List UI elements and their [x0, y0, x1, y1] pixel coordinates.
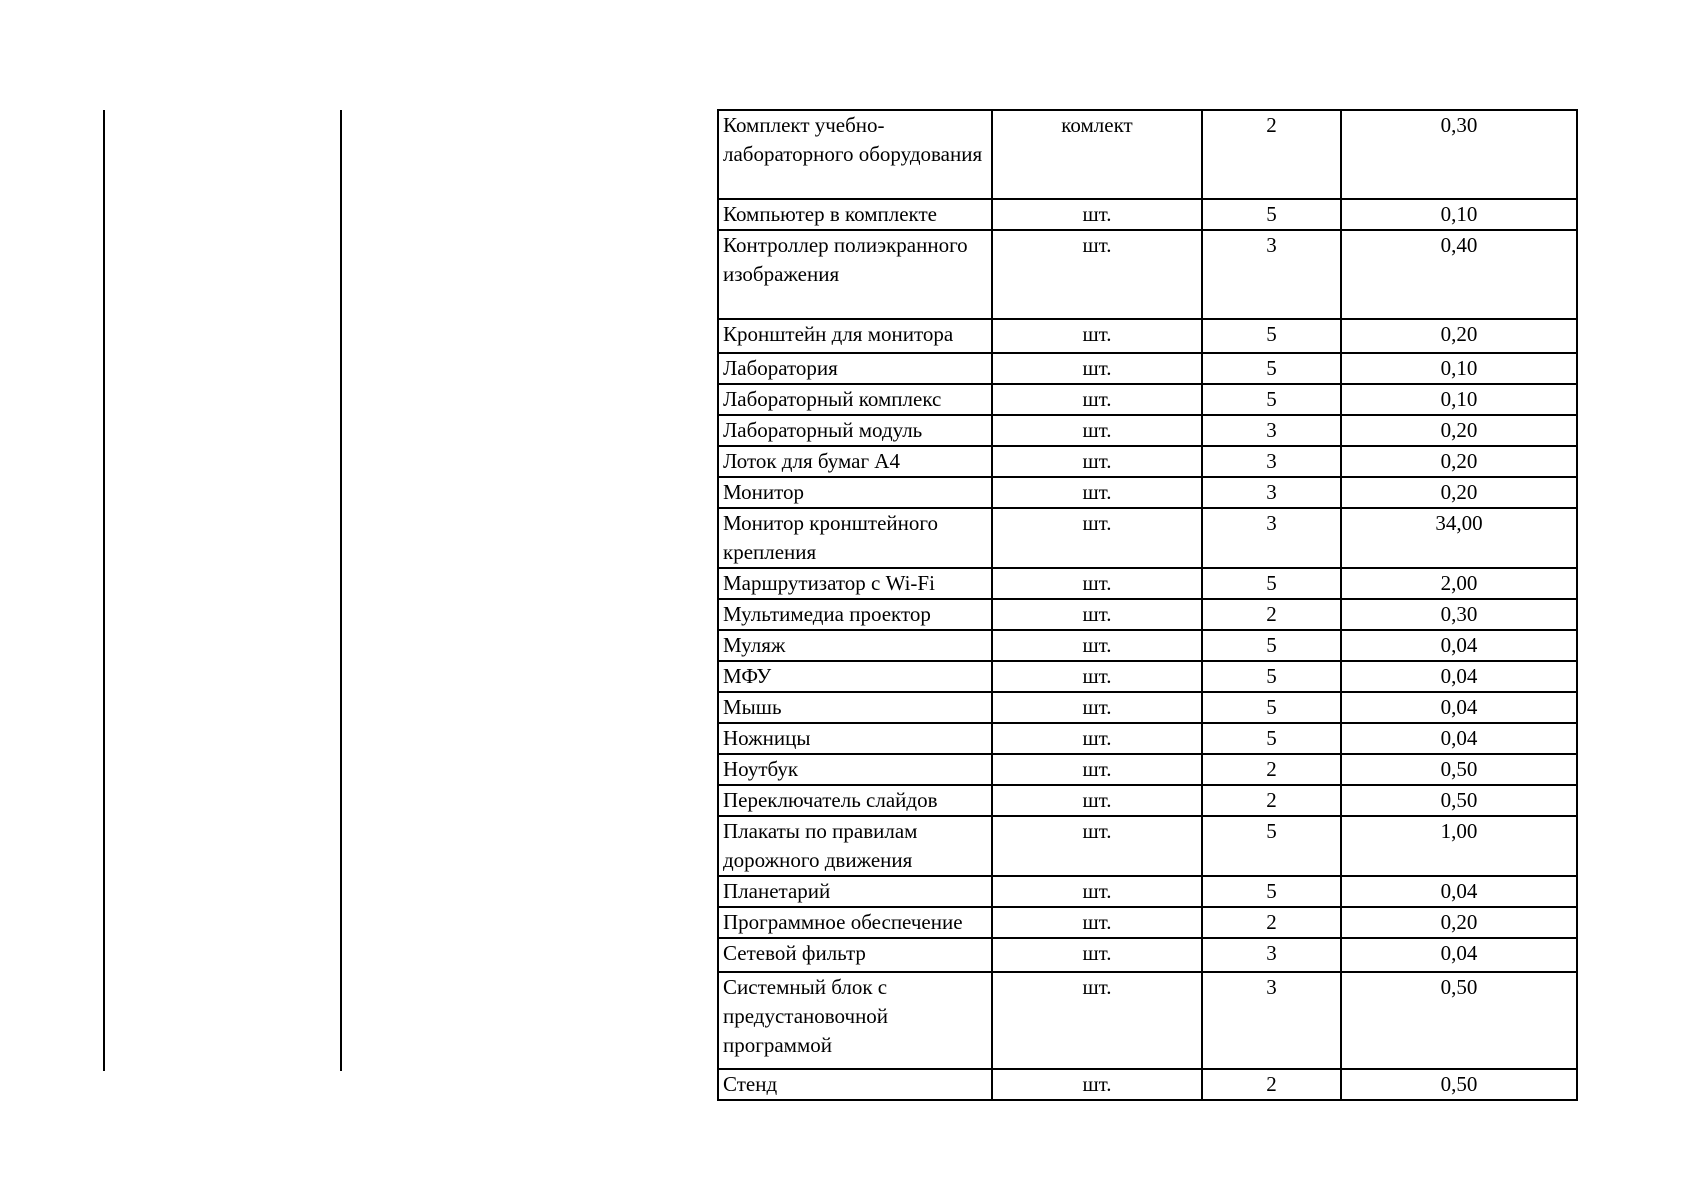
value-cell: 0,30 — [1341, 599, 1577, 630]
quantity-cell: 3 — [1202, 230, 1341, 319]
unit-cell: шт. — [992, 661, 1202, 692]
table-row — [718, 446, 1577, 477]
item-name-cell: Монитор кронштейного крепления — [718, 508, 992, 568]
quantity-cell: 5 — [1202, 816, 1341, 876]
item-name-cell: Плакаты по правилам дорожного движения — [718, 816, 992, 876]
unit-cell: комлект — [992, 110, 1202, 199]
value-cell: 0,50 — [1341, 785, 1577, 816]
item-name-cell: Муляж — [718, 630, 992, 661]
value-cell: 0,04 — [1341, 661, 1577, 692]
quantity-cell: 5 — [1202, 630, 1341, 661]
unit-cell: шт. — [992, 477, 1202, 508]
table-row — [718, 816, 1577, 876]
unit-cell: шт. — [992, 568, 1202, 599]
item-name-cell: МФУ — [718, 661, 992, 692]
table-row — [718, 110, 1577, 199]
table-row — [718, 199, 1577, 230]
value-cell: 0,04 — [1341, 723, 1577, 754]
table-row — [718, 876, 1577, 907]
value-cell: 34,00 — [1341, 508, 1577, 568]
quantity-cell: 2 — [1202, 599, 1341, 630]
quantity-cell: 5 — [1202, 319, 1341, 353]
value-cell: 0,20 — [1341, 319, 1577, 353]
item-name-cell: Лаборатория — [718, 353, 992, 384]
unit-cell: шт. — [992, 754, 1202, 785]
table-row — [718, 630, 1577, 661]
unit-cell: шт. — [992, 508, 1202, 568]
table-row — [718, 230, 1577, 319]
unit-cell: шт. — [992, 384, 1202, 415]
unit-cell: шт. — [992, 353, 1202, 384]
table-row — [718, 972, 1577, 1069]
value-cell: 0,10 — [1341, 384, 1577, 415]
table-row — [718, 754, 1577, 785]
unit-cell: шт. — [992, 630, 1202, 661]
quantity-cell: 2 — [1202, 754, 1341, 785]
unit-cell: шт. — [992, 876, 1202, 907]
table-row — [718, 477, 1577, 508]
quantity-cell: 3 — [1202, 508, 1341, 568]
table-row — [718, 568, 1577, 599]
quantity-cell: 5 — [1202, 568, 1341, 599]
unit-cell: шт. — [992, 230, 1202, 319]
value-cell: 0,20 — [1341, 415, 1577, 446]
quantity-cell: 5 — [1202, 199, 1341, 230]
value-cell: 0,50 — [1341, 1069, 1577, 1100]
quantity-cell: 5 — [1202, 384, 1341, 415]
table-row — [718, 319, 1577, 353]
value-cell: 0,20 — [1341, 907, 1577, 938]
item-name-cell: Программное обеспечение — [718, 907, 992, 938]
quantity-cell: 5 — [1202, 876, 1341, 907]
item-name-cell: Ножницы — [718, 723, 992, 754]
item-name-cell: Мультимедиа проектор — [718, 599, 992, 630]
quantity-cell: 3 — [1202, 415, 1341, 446]
value-cell: 0,04 — [1341, 938, 1577, 972]
value-cell: 0,04 — [1341, 692, 1577, 723]
unit-cell: шт. — [992, 1069, 1202, 1100]
unit-cell: шт. — [992, 199, 1202, 230]
table-row — [718, 353, 1577, 384]
value-cell: 2,00 — [1341, 568, 1577, 599]
table-row — [718, 508, 1577, 568]
table-row — [718, 661, 1577, 692]
item-name-cell: Маршрутизатор с Wi-Fi — [718, 568, 992, 599]
item-name-cell: Лабораторный модуль — [718, 415, 992, 446]
unit-cell: шт. — [992, 692, 1202, 723]
item-name-cell: Компьютер в комплекте — [718, 199, 992, 230]
table-row — [718, 384, 1577, 415]
quantity-cell: 2 — [1202, 785, 1341, 816]
table-row — [718, 692, 1577, 723]
item-name-cell: Сетевой фильтр — [718, 938, 992, 972]
equipment-table-body — [718, 110, 1577, 1100]
value-cell: 0,50 — [1341, 972, 1577, 1069]
table-row — [718, 938, 1577, 972]
quantity-cell: 5 — [1202, 353, 1341, 384]
quantity-cell: 3 — [1202, 446, 1341, 477]
value-cell: 0,50 — [1341, 754, 1577, 785]
value-cell: 0,20 — [1341, 446, 1577, 477]
quantity-cell: 2 — [1202, 1069, 1341, 1100]
left-column-border — [103, 110, 105, 1071]
table-row — [718, 415, 1577, 446]
unit-cell: шт. — [992, 785, 1202, 816]
quantity-cell: 2 — [1202, 907, 1341, 938]
table-row — [718, 723, 1577, 754]
item-name-cell: Лабораторный комплекс — [718, 384, 992, 415]
item-name-cell: Комплект учебно-лабораторного оборудования — [718, 110, 992, 199]
value-cell: 0,20 — [1341, 477, 1577, 508]
item-name-cell: Системный блок с предустановочной программой — [718, 972, 992, 1069]
unit-cell: шт. — [992, 415, 1202, 446]
quantity-cell: 5 — [1202, 692, 1341, 723]
value-cell: 0,10 — [1341, 353, 1577, 384]
value-cell: 0,10 — [1341, 199, 1577, 230]
item-name-cell: Мышь — [718, 692, 992, 723]
value-cell: 0,04 — [1341, 630, 1577, 661]
unit-cell: шт. — [992, 938, 1202, 972]
unit-cell: шт. — [992, 599, 1202, 630]
item-name-cell: Контроллер полиэкранного изображения — [718, 230, 992, 319]
item-name-cell: Кронштейн для монитора — [718, 319, 992, 353]
quantity-cell: 3 — [1202, 477, 1341, 508]
item-name-cell: Планетарий — [718, 876, 992, 907]
unit-cell: шт. — [992, 907, 1202, 938]
table-row — [718, 785, 1577, 816]
item-name-cell: Переключатель слайдов — [718, 785, 992, 816]
unit-cell: шт. — [992, 319, 1202, 353]
table-row — [718, 907, 1577, 938]
unit-cell: шт. — [992, 446, 1202, 477]
item-name-cell: Стенд — [718, 1069, 992, 1100]
quantity-cell: 5 — [1202, 723, 1341, 754]
table-row — [718, 599, 1577, 630]
middle-column-border — [340, 110, 342, 1071]
unit-cell: шт. — [992, 972, 1202, 1069]
value-cell: 1,00 — [1341, 816, 1577, 876]
value-cell: 0,04 — [1341, 876, 1577, 907]
item-name-cell: Монитор — [718, 477, 992, 508]
quantity-cell: 3 — [1202, 972, 1341, 1069]
equipment-table — [717, 109, 1578, 1101]
value-cell: 0,40 — [1341, 230, 1577, 319]
item-name-cell: Ноутбук — [718, 754, 992, 785]
table-row — [718, 1069, 1577, 1100]
value-cell: 0,30 — [1341, 110, 1577, 199]
quantity-cell: 5 — [1202, 661, 1341, 692]
quantity-cell: 2 — [1202, 110, 1341, 199]
quantity-cell: 3 — [1202, 938, 1341, 972]
unit-cell: шт. — [992, 816, 1202, 876]
item-name-cell: Лоток для бумаг А4 — [718, 446, 992, 477]
unit-cell: шт. — [992, 723, 1202, 754]
